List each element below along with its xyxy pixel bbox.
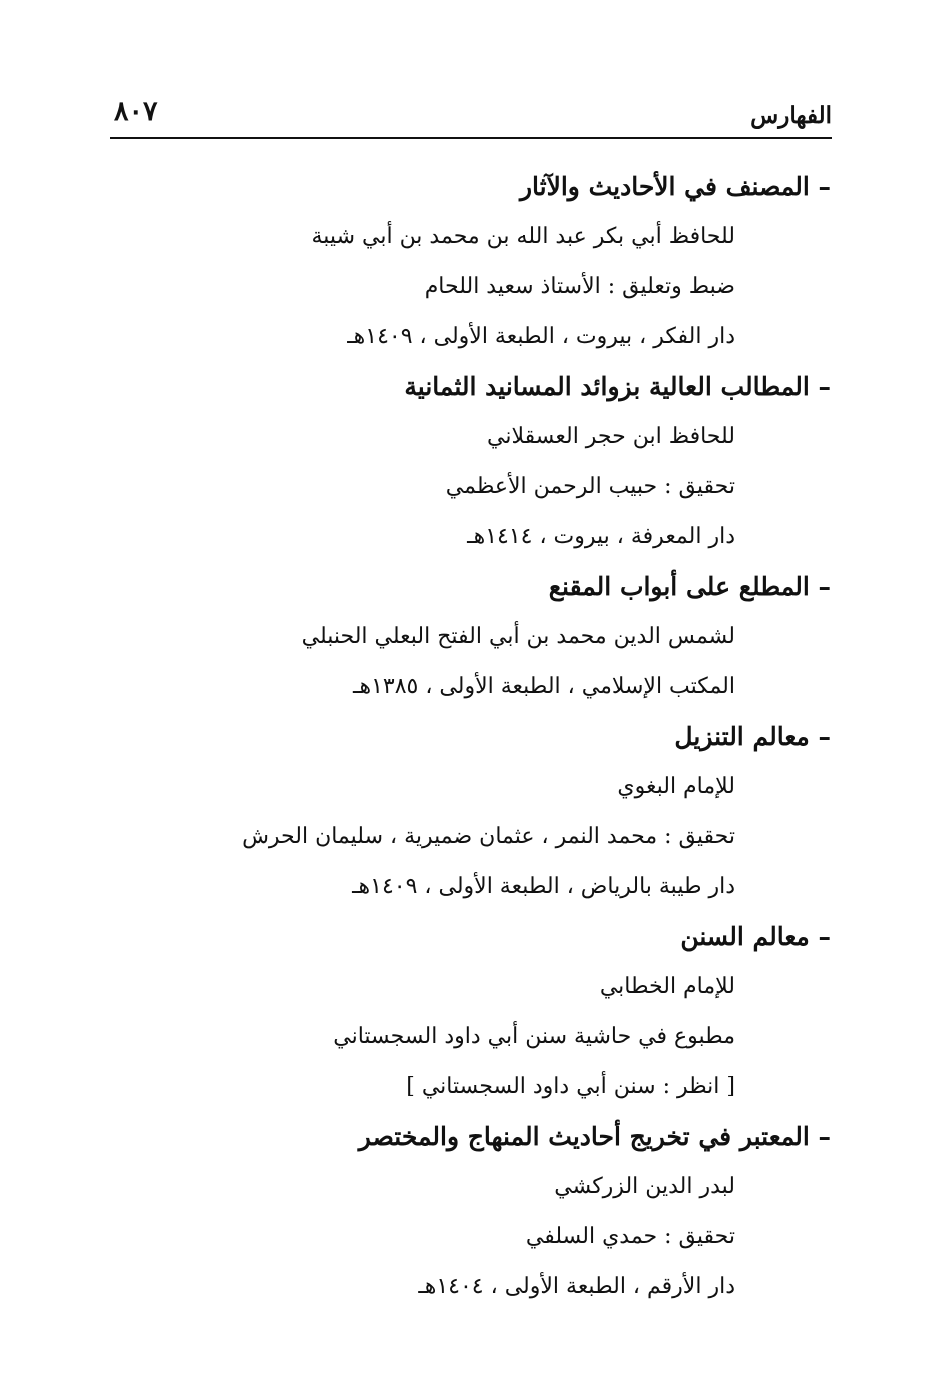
- running-title: الفهارس: [750, 102, 832, 129]
- entry-detail-line: لشمس الدين محمد بن أبي الفتح البعلي الحنبلي: [301, 624, 735, 649]
- bibliography-entry: [111, 362, 831, 562]
- entry-detail-line: المكتب الإسلامي ، الطبعة الأولى ، ١٣٨٥هـ: [353, 674, 735, 699]
- entry-title: – المعتبر في تخريج أحاديث المنهاج والمختصر: [358, 1122, 831, 1151]
- entry-detail-line: مطبوع في حاشية سنن أبي داود السجستاني: [333, 1024, 735, 1049]
- entry-detail-line: للحافظ ابن حجر العسقلاني: [487, 424, 735, 449]
- entry-title: – المطلع على أبواب المقنع: [548, 572, 831, 601]
- bibliography-entry: [111, 162, 831, 362]
- running-head: [110, 96, 832, 138]
- entry-title: – المصنف في الأحاديث والآثار: [519, 172, 831, 201]
- bibliography-entries: [111, 162, 831, 1312]
- entry-detail-line: للإمام البغوي: [617, 774, 735, 799]
- entry-detail-line: دار طيبة بالرياض ، الطبعة الأولى ، ١٤٠٩هـ: [352, 874, 735, 899]
- page-number: ٨٠٧: [114, 96, 158, 127]
- entry-detail-line: للإمام الخطابي: [599, 974, 735, 999]
- entry-detail-line: ضبط وتعليق : الأستاذ سعيد اللحام: [424, 274, 735, 299]
- bibliography-entry: [111, 912, 831, 1112]
- entry-title: – معالم التنزيل: [674, 722, 831, 751]
- bibliography-entry: [111, 1112, 831, 1312]
- bibliography-entry: [111, 562, 831, 712]
- entry-title: – معالم السنن: [680, 922, 831, 951]
- entry-detail-line: دار المعرفة ، بيروت ، ١٤١٤هـ: [467, 524, 735, 549]
- entry-detail-line: دار الفكر ، بيروت ، الطبعة الأولى ، ١٤٠٩هـ: [347, 324, 735, 349]
- entry-detail-line: تحقيق : حبيب الرحمن الأعظمي: [445, 474, 735, 499]
- entry-title: – المطالب العالية بزوائد المسانيد الثمانية: [404, 372, 831, 401]
- entry-detail-line: تحقيق : محمد النمر ، عثمان ضميرية ، سليمان الحرش: [242, 824, 735, 849]
- bibliography-entry: [111, 712, 831, 912]
- entry-detail-line: [ انظر : سنن أبي داود السجستاني ]: [406, 1074, 735, 1099]
- entry-detail-line: لبدر الدين الزركشي: [554, 1174, 735, 1199]
- entry-detail-line: دار الأرقم ، الطبعة الأولى ، ١٤٠٤هـ: [418, 1274, 735, 1299]
- header-rule: [110, 137, 832, 139]
- entry-detail-line: تحقيق : حمدي السلفي: [525, 1224, 735, 1249]
- entry-detail-line: للحافظ أبي بكر عبد الله بن محمد بن أبي شيبة: [311, 224, 735, 249]
